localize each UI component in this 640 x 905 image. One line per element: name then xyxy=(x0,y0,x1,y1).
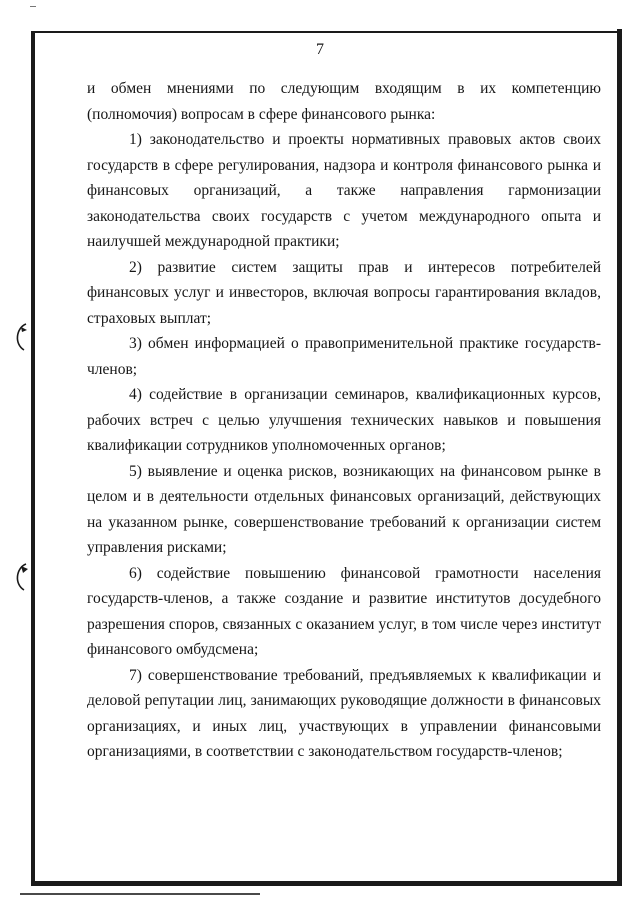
document-body xyxy=(87,76,601,765)
page-frame-bottom xyxy=(31,881,622,886)
page-number: 7 xyxy=(316,41,324,58)
paragraph-intro: и обмен мнениями по следующим входящим в их компетенцию (полномочия) вопросам в сфере финансового рынка: xyxy=(87,80,601,123)
page-frame-top xyxy=(31,31,621,33)
list-item-2: 2) развитие систем защиты прав и интересов потребителей финансовых услуг и инвесторов, включая вопросы гарантирования вкладов, страховых выплат; xyxy=(87,258,601,327)
scan-speck xyxy=(30,6,36,7)
binder-hole-mark xyxy=(12,562,30,592)
binder-hole-mark xyxy=(12,322,30,352)
page-frame-left xyxy=(31,31,35,884)
list-item-6: 6) содействие повышению финансовой грамотности населения государств-членов, а также создание и развитие институтов досудебного разрешения споров, связанных с оказанием услуг, в том числе через институт финансового омбудсмена; xyxy=(87,564,601,658)
scan-shadow-line xyxy=(20,893,260,895)
list-item-4: 4) содействие в организации семинаров, квалификационных курсов, рабочих встреч с целью улучшения технических навыков и повышения квалификации сотрудников уполномоченных органов; xyxy=(87,386,601,454)
list-item-5: 5) выявление и оценка рисков, возникающих на финансовом рынке в целом и в деятельности отдельных финансовых организаций, действующих на указанном рынке, совершенствование требований к организации систем управления рисками; xyxy=(87,462,601,556)
list-item-3: 3) обмен информацией о правоприменительной практике государств-членов; xyxy=(87,335,601,378)
page-frame-right xyxy=(617,29,622,885)
list-item-1: 1) законодательство и проекты нормативных правовых актов своих государств в сфере регулирования, надзора и контроля финансового рынка и финансовых организаций, а также направления гармонизации законодательства своих государств с учетом международного опыта и наилучшей международной практики; xyxy=(87,131,601,250)
list-item-7: 7) совершенствование требований, предъявляемых к квалификации и деловой репутации лиц, занимающих руководящие должности в финансовых организациях, и иных лиц, участвующих в управлении финансовыми организациями, в соответствии с законодательством государств-членов; xyxy=(87,666,601,760)
